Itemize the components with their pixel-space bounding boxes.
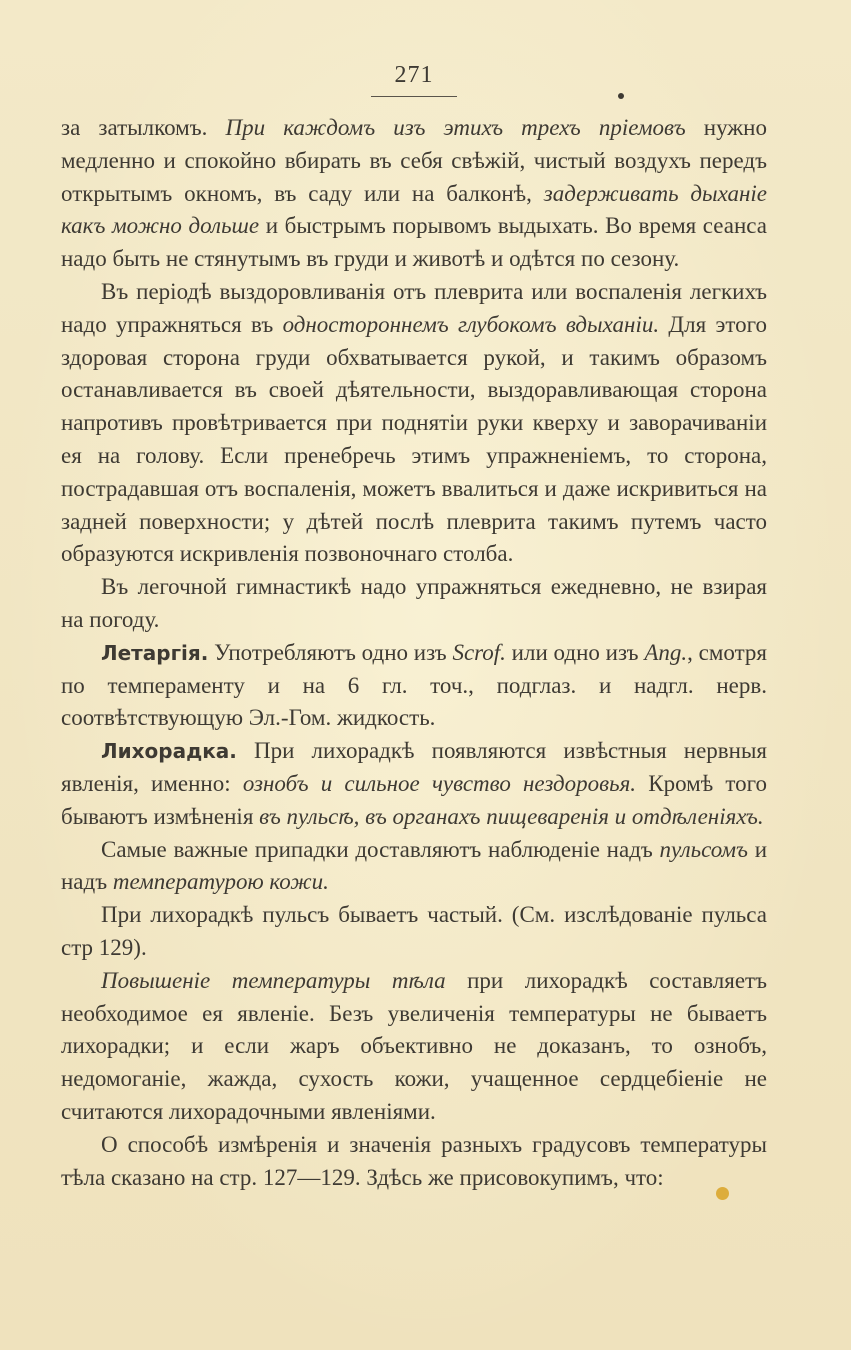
page-body-text — [61, 112, 767, 1194]
emphasis-text: При каждомъ изъ этихъ трехъ пріемовъ — [225, 115, 686, 140]
paragraph — [61, 735, 767, 833]
body-text-run: и надъ — [61, 836, 768, 895]
body-text-run: и быстрымъ порывомъ выдыхать. Во время сеанса надо быть не стянутымъ въ груди и животѣ и одѣтся по сезону. — [61, 213, 768, 272]
paragraph — [61, 1129, 767, 1195]
emphasis-text: въ пульсѣ, въ органахъ пищеваренія и отдѣленіяхъ. — [259, 803, 764, 829]
section-heading: Лихорадка. — [101, 739, 237, 764]
body-text-run: или одно изъ — [505, 639, 645, 665]
paragraph — [61, 571, 767, 637]
emphasis-text: Ang. — [644, 639, 688, 665]
body-text-run: при лихорадкѣ составляетъ необходимое ея явленіе. Безъ увеличенія температуры не бываетъ лихорадки; и если жаръ объективно не доказанъ, то ознобъ, недомоганіе, жажда, сухость кожи, учащенное сердцебіеніе не считаются лихорадочными явленіями. — [61, 967, 767, 1124]
paragraph — [61, 276, 767, 571]
section-heading: Летаргія. — [101, 640, 209, 665]
paragraph — [61, 899, 767, 965]
emphasis-text: пульсомъ — [659, 836, 748, 862]
page-number: 271 — [394, 62, 434, 88]
paragraph — [61, 834, 767, 900]
page-number-underline — [371, 96, 457, 97]
body-text-run: При лихорадкѣ появляются извѣстныя нервныя явленія, именно: — [61, 738, 767, 796]
paragraph — [61, 112, 767, 276]
emphasis-text: температурою кожи. — [112, 869, 329, 895]
body-text-run: При лихорадкѣ пульсъ бываетъ частый. (См. изслѣдованіе пульса стр 129). — [61, 902, 767, 960]
body-text-run: Въ легочной гимнастикѣ надо упражняться ежедневно, не взирая на погоду. — [61, 574, 767, 632]
paragraph — [61, 637, 767, 735]
emphasis-text: задерживать дыханіе какъ можно дольше — [61, 180, 767, 239]
emphasis-text: ознобъ и сильное чувство нездоровья. — [242, 770, 637, 796]
print-dot-mark — [618, 93, 624, 99]
emphasis-text: Повышеніе температуры тѣла — [101, 967, 446, 993]
body-text-run: Самые важные припадки доставляютъ наблюденіе надъ — [101, 836, 660, 862]
body-text-run: , смотря по темпераменту и на 6 гл. точ., подглаз. и надгл. нерв. соотвѣтствующую Эл.-Гом. жидкость. — [61, 639, 768, 731]
body-text-run: нужно медленно и спокойно вбирать въ себя свѣжій, чистый воздухъ передъ открытымъ окномъ, въ саду или на балконѣ, — [61, 115, 767, 206]
body-text-run: за затылкомъ. — [61, 115, 226, 140]
emphasis-text: Scrof. — [452, 639, 506, 665]
body-text-run: О способѣ измѣренія и значенія разныхъ градусовъ температуры тѣла сказано на стр. 127—129. Здѣсь же присовокупимъ, что: — [61, 1131, 767, 1190]
body-text-run: Употребляютъ одно изъ — [208, 639, 453, 665]
body-text-run: Кромѣ того бываютъ измѣненія — [61, 770, 767, 829]
paragraph — [61, 965, 767, 1129]
body-text-run: Въ періодѣ выздоровливанія отъ плеврита или воспаленія легкихъ надо упражняться въ — [61, 278, 767, 337]
emphasis-text: одностороннемъ глубокомъ вдыханіи. — [282, 311, 660, 337]
body-text-run: Для этого здоровая сторона груди обхватывается рукой, и такимъ образомъ останавливается въ своей дѣятельности, выздоравливающая сторона напротивъ провѣтривается при поднятіи руки кверху и заворачиваніи ея на голову. Если пренебречь этимъ упражненіемъ, то сторона, пострадавшая отъ воспаленія, можетъ ввалиться и даже искривиться на задней поверхности; у дѣтей послѣ плеврита такимъ путемъ часто образуются искривленія позвоночнаго столба. — [61, 311, 768, 567]
